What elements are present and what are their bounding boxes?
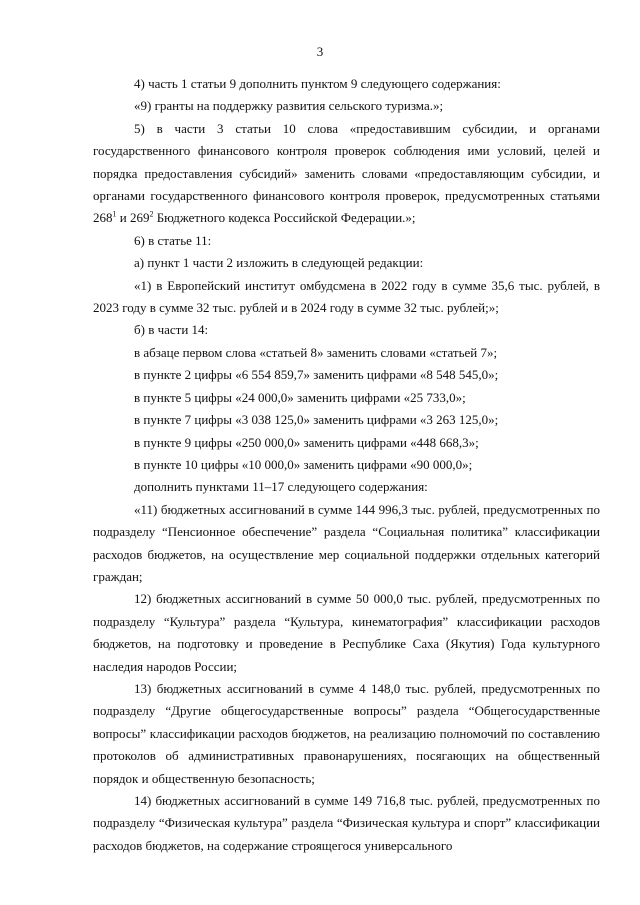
- paragraph-3-text: 5) в части 3 статьи 10 слова «предоставившим субсидии, и органами государственного финансового контроля проверок соблюдения ими условий, целей и порядка предоставления субсидий» заменить словами «предоставляющим субсидии, и органами государственного финансового контроля проверок, предусмотренных статьями 268: [93, 120, 600, 226]
- superscript-2: 2: [149, 210, 154, 220]
- paragraph-7: б) в части 14:: [134, 322, 209, 338]
- paragraph-10: в пункте 5 цифры «24 000,0» заменить цифрами «25 733,0»;: [134, 389, 466, 405]
- paragraph-1: 4) часть 1 статьи 9 дополнить пунктом 9 следующего содержания:: [134, 76, 501, 91]
- paragraph-2: «9) гранты на поддержку развития сельского туризма.»;: [134, 98, 444, 114]
- paragraph-15: «11) бюджетных ассигнований в сумме 144 996,3 тыс. рублей, предусмотренных по подразделу “Пенсионное обеспечение” раздела “Социальная политика” классификации расходов бюджетов, на осуществление мер социальной поддержки отдельных категорий граждан;: [93, 501, 600, 584]
- paragraph-8: в абзаце первом слова «статьей 8» заменить словами «статьей 7»;: [134, 344, 498, 360]
- paragraph-6: «1) в Европейский институт омбудсмена в 2022 году в сумме 35,6 тыс. рублей, в 2023 году в сумме 32 тыс. рублей и в 2024 году в сумме 32 тыс. рублей;»;: [93, 277, 600, 316]
- paragraph-3-mid: и 269: [116, 210, 150, 226]
- paragraph-12: в пункте 9 цифры «250 000,0» заменить цифрами «448 668,3»;: [134, 434, 479, 450]
- paragraph-11: в пункте 7 цифры «3 038 125,0» заменить цифрами «3 263 125,0»;: [134, 412, 499, 428]
- paragraph-9: в пункте 2 цифры «6 554 859,7» заменить цифрами «8 548 545,0»;: [134, 367, 499, 383]
- paragraph-4: 6) в статье 11:: [134, 232, 212, 248]
- page-number: 3: [316, 44, 324, 59]
- paragraph-18: 14) бюджетных ассигнований в сумме 149 716,8 тыс. рублей, предусмотренных по подразделу “Физическая культура” раздела “Физическая культура и спорт” классификации расходов бюджетов, на содержание строящегося универсального: [93, 793, 600, 853]
- paragraph-14: дополнить пунктами 11–17 следующего содержания:: [134, 479, 428, 495]
- superscript-1: 1: [112, 210, 117, 220]
- paragraph-3-tail: Бюджетного кодекса Российской Федерации.»;: [153, 210, 416, 226]
- paragraph-3: [93, 118, 600, 230]
- paragraph-17: 13) бюджетных ассигнований в сумме 4 148,0 тыс. рублей, предусмотренных по подразделу “Другие общегосударственные вопросы” раздела “Общегосударственные вопросы” классификации расходов бюджетов, на реализацию полномочий по составлению протоколов об административных правонарушениях, посягающих на общественный порядок и общественную безопасность;: [93, 680, 600, 786]
- paragraph-16: 12) бюджетных ассигнований в сумме 50 000,0 тыс. рублей, предусмотренных по подразделу “Культура” раздела “Культура, кинематография” классификации расходов бюджетов, на подготовку и проведение в Республике Саха (Якутия) Года культурного наследия народов России;: [93, 591, 600, 674]
- paragraph-5: а) пункт 1 части 2 изложить в следующей редакции:: [134, 255, 424, 271]
- paragraph-13: в пункте 10 цифры «10 000,0» заменить цифрами «90 000,0»;: [134, 456, 473, 472]
- document-body: [93, 73, 600, 857]
